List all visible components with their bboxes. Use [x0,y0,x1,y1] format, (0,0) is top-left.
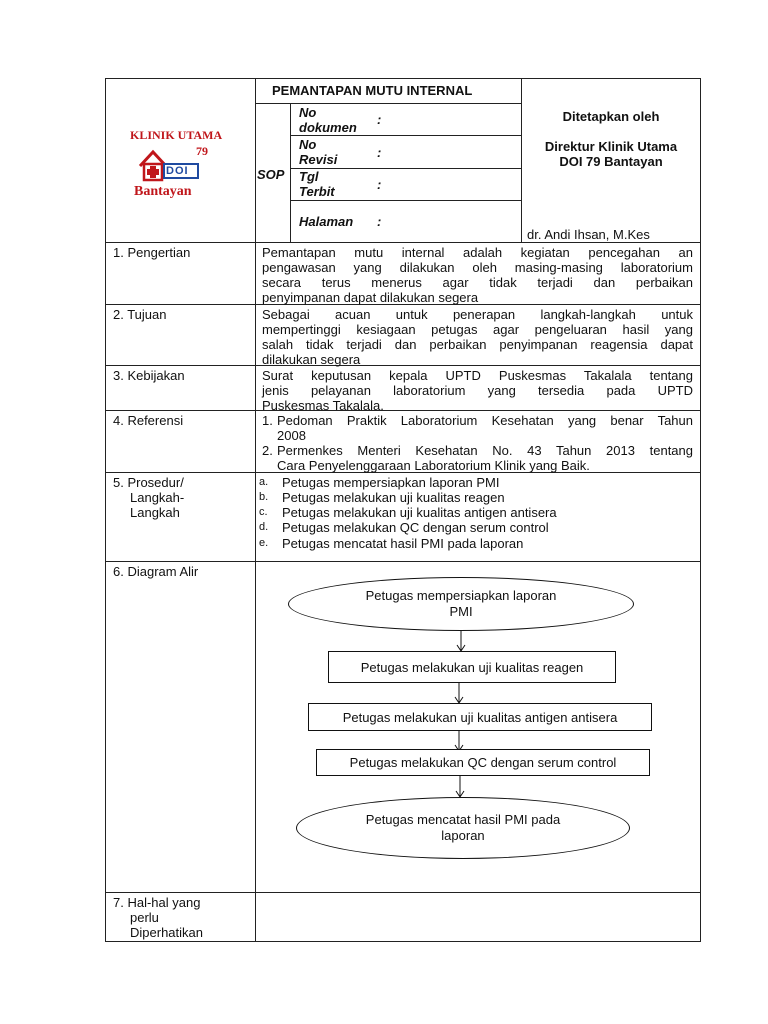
flow-step-box: Petugas melakukan uji kualitas antigen antisera [308,703,652,731]
flow-end-ellipse [296,797,630,859]
text-line: Surat keputusan kepala UPTD Puskesmas Takalala tentang [262,368,693,383]
reference-item [277,443,693,473]
text-line: Permenkes Menteri Kesehatan No. 43 Tahun 2013 tentang [277,443,693,458]
header-row-divider-1 [290,135,521,136]
flow-step-box: Petugas melakukan uji kualitas reagen [328,651,616,683]
flow-step-box: Petugas melakukan QC dengan serum control [316,749,650,776]
section-text-tujuan [262,307,693,367]
approval-line2: Direktur Klinik Utama [544,139,678,154]
arrow-down-icon [453,682,465,704]
label-line: perlu [130,910,159,925]
signatory-name: dr. Andi Ihsan, M.Kes [527,227,650,242]
document-title: PEMANTAPAN MUTU INTERNAL [272,83,473,98]
procedure-step: Petugas mencatat hasil PMI pada laporan [282,536,524,551]
reference-item [277,413,693,443]
field-separator: : [377,145,382,160]
section-label-tujuan: 2. Tujuan [113,307,167,322]
section-label-referensi: 4. Referensi [113,413,184,428]
text-line: pengawasan yang dilakukan oleh masing-masing laboratorium [262,260,693,275]
section-label-diagram: 6. Diagram Alir [113,564,199,579]
row-divider-diagram [105,561,701,562]
procedure-step: Petugas melakukan QC dengan serum control [282,520,549,535]
section-text-kebijakan [262,368,693,413]
text-line: Puskesmas Takalala. [262,398,384,413]
approval-line3: DOI 79 Bantayan [559,154,663,169]
header-col-divider-sop [290,103,291,242]
text-line: secara terus menerus agar tidak terjadi dan perbaikan [262,275,693,290]
text-line: 2008 [277,428,306,443]
section-label-kebijakan: 3. Kebijakan [113,368,185,383]
label-line: Langkah- [130,490,185,505]
section-label-pengertian: 1. Pengertian [113,245,191,260]
table-border-left [105,78,106,942]
clinic-logo [118,124,238,204]
procedure-letter: b. [259,491,269,503]
flow-start-ellipse [288,577,634,631]
procedure-letter: e. [259,537,269,549]
header-title-divider [255,103,521,104]
section-text-pengertian [262,245,693,305]
label-line: 5. Prosedur/ [113,475,184,490]
text-line: mempertinggi kesiagaan petugas agar pengeluaran hasil yang [262,322,693,337]
field-label-line2: dokumen [299,120,357,135]
procedure-step: Petugas melakukan uji kualitas reagen [282,490,505,505]
field-separator: : [377,177,382,192]
field-label-line2: Terbit [299,184,335,199]
arrow-down-icon [455,630,467,652]
field-label-line1: No [299,105,317,120]
table-border-top [105,78,701,79]
procedure-letter: d. [259,521,269,533]
procedure-step: Petugas melakukan uji kualitas antigen antisera [282,505,557,520]
header-row-divider-2 [290,168,521,169]
row-divider-pengertian [105,242,701,243]
text-line: Sebagai acuan untuk penerapan langkah-langkah untuk [262,307,693,322]
field-separator: : [377,214,382,229]
logo-mark-text: DOI [166,165,189,177]
text-line: dilakukan segera [262,352,361,367]
field-separator: : [377,112,382,127]
logo-number: 79 [196,144,208,158]
table-border-bottom [105,941,701,942]
text-line: penyimpanan dapat dilakukan segera [262,290,479,305]
logo-top-text: KLINIK UTAMA [130,128,223,142]
procedure-step: Petugas mempersiapkan laporan PMI [282,475,500,490]
row-divider-hal [105,892,701,893]
flow-step-line: PMI [449,604,473,619]
flow-step-line: Petugas mempersiapkan laporan [365,588,557,603]
arrow-down-icon [454,776,466,798]
label-line: 7. Hal-hal yang [113,895,201,910]
table-col-divider [255,78,256,942]
sop-label: SOP [257,167,285,182]
field-label-line1: Halaman [299,214,354,229]
text-line: Cara Penyelenggaraan Laboratorium Klinik yang Baik. [277,458,590,473]
flow-step-line: Petugas mencatat hasil PMI pada [365,812,561,827]
label-line: Langkah [130,505,180,520]
reference-number: 2. [262,443,273,458]
flow-step-line: laporan [441,828,485,843]
procedure-letter: a. [259,476,269,488]
text-line: Pemantapan mutu internal adalah kegiatan pencegahan an [262,245,693,260]
header-row-divider-3 [290,200,521,201]
text-line: jenis pelayanan laboratorium yang tersedia pada UPTD [262,383,693,398]
field-label-line1: No [299,137,317,152]
text-line: Pedoman Praktik Laboratorium Kesehatan yang benar Tahun [277,413,693,428]
label-line: Diperhatikan [130,925,203,940]
field-label-line1: Tgl [299,169,319,184]
procedure-letter: c. [259,506,268,518]
field-label-line2: Revisi [299,152,338,167]
text-line: salah tidak terjadi dan perbaikan penyimpanan reagensia dapat [262,337,693,352]
approval-line1: Ditetapkan oleh [562,109,660,124]
table-border-right [700,78,701,942]
logo-bottom-text: Bantayan [134,184,192,199]
reference-number: 1. [262,413,273,428]
